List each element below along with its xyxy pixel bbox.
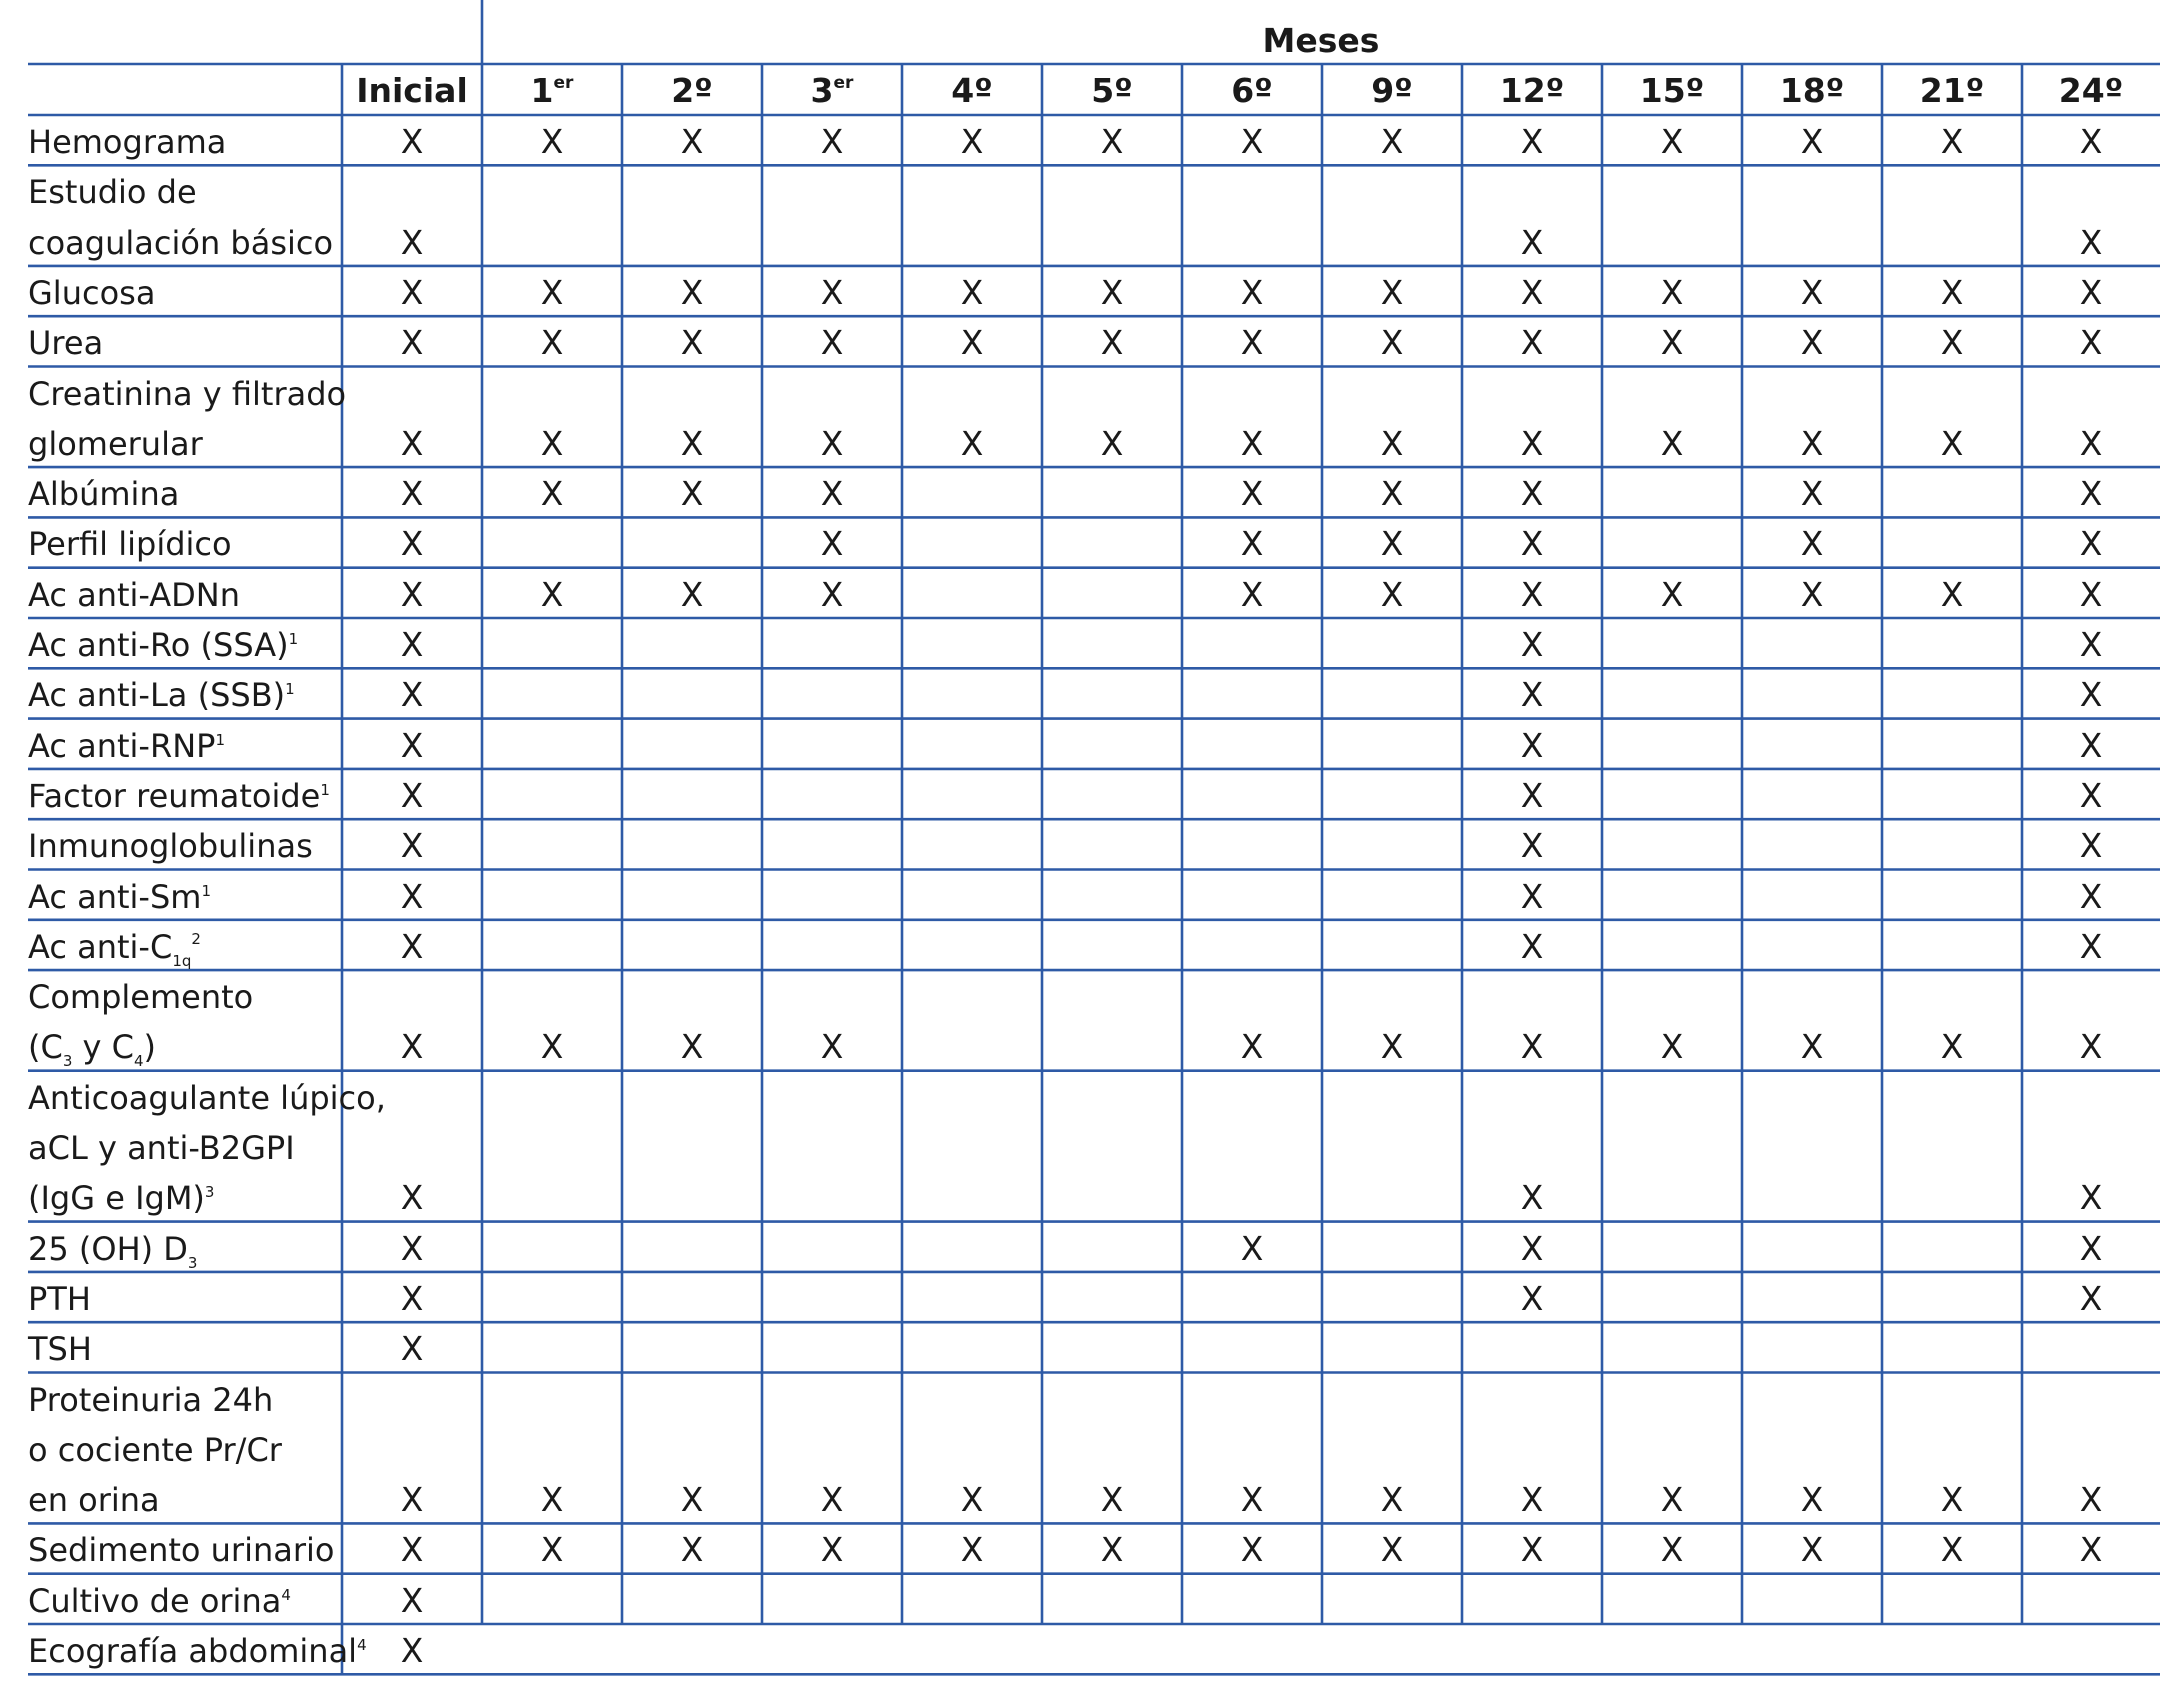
schedule-mark: X (1520, 1228, 1544, 1268)
schedule-mark: X (680, 122, 704, 161)
column-header (1231, 71, 1273, 110)
row-label-text: Glucosa (28, 273, 156, 312)
row-label-superscript: 2 (191, 929, 201, 948)
schedule-mark: X (400, 423, 424, 463)
row-label-text: Inmunoglobulinas (28, 827, 313, 866)
row-label (28, 1078, 386, 1117)
schedule-mark: X (1800, 272, 1824, 312)
schedule-mark: X (1380, 574, 1404, 614)
row-label-text: Ac anti-Ro (SSA) (28, 626, 289, 664)
schedule-mark: X (540, 1480, 564, 1520)
schedule-mark: X (540, 1530, 564, 1570)
schedule-mark: X (400, 1027, 424, 1067)
row-label-text: Ac anti-ADNn (28, 575, 241, 614)
schedule-mark: X (2079, 574, 2103, 614)
schedule-mark: X (400, 474, 424, 514)
schedule-mark: X (1520, 725, 1544, 765)
row-label-text: Ecografía abdominal (28, 1632, 358, 1670)
row-label-text: TSH (28, 1330, 92, 1369)
schedule-mark: X (2079, 1178, 2103, 1218)
schedule-mark: X (540, 474, 564, 514)
schedule-mark: X (1660, 1530, 1684, 1570)
schedule-mark: X (540, 272, 564, 312)
row-label-text: aCL y anti-B2GPI (28, 1129, 295, 1167)
row-label (28, 1481, 160, 1520)
column-header-label: 12º (1499, 71, 1565, 110)
schedule-mark: X (540, 574, 564, 614)
schedule-mark: X (1380, 122, 1404, 161)
column-header (530, 71, 574, 110)
schedule-mark: X (1380, 272, 1404, 312)
row-label-text: Factor reumatoide (28, 776, 321, 815)
column-header (671, 71, 713, 110)
schedule-mark: X (400, 1228, 424, 1268)
row-label (28, 525, 232, 564)
column-header (2058, 71, 2124, 110)
row-label (28, 1330, 92, 1369)
schedule-mark: X (400, 1178, 424, 1218)
schedule-mark: X (1520, 625, 1544, 664)
row-label-text: y C (72, 1028, 134, 1067)
column-header-label: 6º (1231, 71, 1273, 110)
schedule-mark: X (820, 323, 844, 363)
row-label (28, 1632, 367, 1670)
row-label-text: Ac anti-RNP (28, 726, 216, 765)
row-label (28, 424, 203, 463)
schedule-mark: X (1380, 474, 1404, 514)
row-label-subscript: 3 (187, 1253, 198, 1272)
schedule-mark: X (1660, 323, 1684, 363)
schedule-mark: X (400, 1278, 424, 1318)
schedule-mark: X (1240, 524, 1264, 564)
schedule-mark: X (2079, 1278, 2103, 1318)
schedule-mark: X (1800, 1530, 1824, 1570)
column-header-label: 18º (1779, 71, 1845, 110)
row-label (28, 1430, 282, 1469)
schedule-mark: X (1100, 122, 1124, 161)
schedule-mark: X (1660, 1480, 1684, 1520)
schedule-mark: X (400, 826, 424, 866)
row-label (28, 827, 313, 866)
schedule-mark: X (2079, 222, 2103, 262)
row-label-text: Urea (28, 324, 104, 363)
schedule-mark: X (1660, 272, 1684, 312)
row-label-text: Cultivo de orina (28, 1581, 282, 1620)
schedule-mark: X (1520, 826, 1544, 866)
schedule-mark: X (1940, 1480, 1964, 1520)
column-header (1639, 71, 1705, 110)
row-label (28, 1581, 291, 1620)
row-label-superscript: 3 (204, 1183, 215, 1202)
row-label-text: ) (143, 1028, 157, 1067)
schedule-mark: X (2079, 926, 2103, 966)
row-label-superscript: 1 (288, 630, 299, 648)
schedule-mark: X (1380, 423, 1404, 463)
row-label (28, 1279, 91, 1318)
schedule-mark: X (2079, 625, 2103, 664)
schedule-mark: X (400, 574, 424, 614)
row-label (28, 1129, 295, 1167)
row-label-subscript: 4 (134, 1052, 144, 1071)
schedule-mark: X (400, 272, 424, 312)
schedule-mark: X (400, 1580, 424, 1620)
schedule-mark: X (1800, 323, 1824, 363)
schedule-mark: X (400, 1530, 424, 1570)
row-label-text: coagulación básico (28, 223, 334, 262)
row-label (28, 223, 334, 262)
column-header (1499, 71, 1565, 110)
schedule-mark: X (960, 122, 984, 161)
schedule-mark: X (1520, 222, 1544, 262)
schedule-mark: X (1520, 272, 1544, 312)
schedule-mark: X (820, 1027, 844, 1067)
row-label (28, 173, 197, 212)
row-label-text: (IgG e IgM) (28, 1179, 205, 1218)
column-header-label: 24º (2058, 71, 2124, 110)
column-header-label: 5º (1091, 71, 1133, 110)
schedule-mark: X (1660, 423, 1684, 463)
column-header-label: 15º (1639, 71, 1705, 110)
schedule-mark: X (1240, 323, 1264, 363)
schedule-mark: X (680, 1027, 704, 1067)
row-label-text: Ac anti-La (SSB) (28, 676, 286, 715)
row-label-subscript: 3 (62, 1052, 73, 1071)
row-label (28, 676, 295, 715)
schedule-mark: X (1100, 272, 1124, 312)
row-label-subscript: 1q (172, 951, 192, 970)
row-label (28, 626, 299, 664)
schedule-mark: X (1100, 423, 1124, 463)
schedule-mark: X (1940, 122, 1964, 161)
row-label-text: en orina (28, 1481, 160, 1520)
row-label (28, 374, 347, 413)
schedule-mark: X (1520, 474, 1544, 514)
row-label (28, 726, 225, 765)
schedule-mark: X (400, 725, 424, 765)
schedule-mark: X (1100, 323, 1124, 363)
schedule-mark: X (1800, 524, 1824, 564)
row-label (28, 324, 104, 363)
row-label-text: o cociente Pr/Cr (28, 1430, 282, 1469)
row-label (28, 1028, 157, 1071)
schedule-mark: X (960, 272, 984, 312)
row-label (28, 123, 227, 161)
column-header-label: 21º (1919, 71, 1985, 110)
schedule-mark: X (1520, 926, 1544, 966)
schedule-mark: X (400, 926, 424, 966)
schedule-mark: X (1380, 1480, 1404, 1520)
schedule-mark: X (680, 574, 704, 614)
schedule-mark: X (2079, 272, 2103, 312)
schedule-mark: X (820, 1480, 844, 1520)
schedule-mark: X (540, 423, 564, 463)
schedule-mark: X (1520, 1178, 1544, 1218)
row-label-text: Hemograma (28, 123, 227, 161)
column-header-label: 9º (1371, 71, 1413, 110)
row-label-text: Sedimento urinario (28, 1531, 335, 1570)
schedule-mark: X (2079, 524, 2103, 564)
schedule-mark: X (820, 574, 844, 614)
schedule-mark: X (400, 1329, 424, 1369)
schedule-mark: X (960, 423, 984, 463)
row-label (28, 1531, 335, 1570)
schedule-mark: X (820, 423, 844, 463)
row-label (28, 273, 156, 312)
schedule-mark: X (2079, 876, 2103, 916)
schedule-mark: X (400, 122, 424, 161)
column-header-label: 2º (671, 71, 713, 110)
row-label-text: 25 (OH) D (28, 1229, 188, 1268)
row-label (28, 475, 180, 514)
schedule-mark: X (400, 222, 424, 262)
schedule-mark: X (1520, 1027, 1544, 1067)
column-header (1779, 71, 1845, 110)
schedule-mark: X (2079, 474, 2103, 514)
schedule-mark: X (680, 423, 704, 463)
schedule-mark: X (1380, 1027, 1404, 1067)
schedule-mark: X (1380, 524, 1404, 564)
schedule-mark: X (1800, 1480, 1824, 1520)
schedule-mark: X (400, 524, 424, 564)
schedule-mark: X (1520, 1278, 1544, 1318)
schedule-mark: X (1940, 272, 1964, 312)
schedule-mark: X (2079, 1480, 2103, 1520)
schedule-mark: X (680, 1480, 704, 1520)
column-header (1919, 71, 1985, 110)
row-label-superscript: 4 (357, 1636, 367, 1654)
schedule-mark: X (820, 122, 844, 161)
schedule-mark: X (2079, 1530, 2103, 1570)
schedule-mark: X (1380, 1530, 1404, 1570)
months-group-header: Meses (1262, 21, 1380, 60)
schedule-mark: X (1520, 876, 1544, 916)
row-label (28, 1229, 198, 1272)
column-header-superscript: er (833, 73, 854, 93)
schedule-mark: X (1240, 574, 1264, 614)
schedule-mark: X (2079, 1027, 2103, 1067)
schedule-mark: X (2079, 775, 2103, 815)
row-label-text: Anticoagulante lúpico, (28, 1078, 386, 1117)
column-header (810, 71, 854, 110)
schedule-mark: X (1940, 1530, 1964, 1570)
schedule-mark: X (1940, 574, 1964, 614)
schedule-mark: X (680, 272, 704, 312)
column-header-label: 3 (810, 71, 834, 110)
schedule-mark: X (820, 1530, 844, 1570)
row-label-superscript: 1 (285, 680, 295, 699)
schedule-mark: X (1520, 122, 1544, 161)
schedule-mark: X (1240, 1027, 1264, 1067)
row-label-text: Estudio de (28, 173, 197, 212)
schedule-mark: X (1940, 323, 1964, 363)
row-label-superscript: 1 (201, 881, 211, 900)
schedule-mark: X (1940, 423, 1964, 463)
row-label (28, 776, 330, 815)
schedule-mark: X (1940, 1027, 1964, 1067)
schedule-mark: X (1520, 423, 1544, 463)
column-header-label: Inicial (356, 71, 468, 110)
column-header (951, 71, 993, 110)
schedule-mark: X (1520, 574, 1544, 614)
schedule-mark: X (2079, 323, 2103, 363)
row-label-text: Albúmina (28, 475, 180, 514)
row-label-text: PTH (28, 1279, 91, 1318)
schedule-mark: X (1800, 122, 1824, 161)
row-label (28, 1380, 274, 1419)
schedule-mark: X (2079, 122, 2103, 161)
schedule-mark: X (820, 272, 844, 312)
schedule-mark: X (1520, 323, 1544, 363)
schedule-mark: X (1380, 323, 1404, 363)
schedule-mark: X (540, 122, 564, 161)
schedule-mark: X (2079, 1228, 2103, 1268)
row-label-superscript: 4 (281, 1585, 291, 1604)
column-header (1371, 71, 1413, 110)
schedule-mark: X (1240, 1530, 1264, 1570)
schedule-mark: X (400, 775, 424, 815)
schedule-mark: X (680, 1530, 704, 1570)
schedule-mark: X (1240, 423, 1264, 463)
column-header-label: 1 (530, 71, 554, 110)
schedule-mark: X (400, 1480, 424, 1520)
row-label-text: (C (28, 1028, 63, 1067)
row-label-text: Creatinina y filtrado (28, 374, 347, 413)
column-header-label: 4º (951, 71, 993, 110)
row-label-text: glomerular (28, 424, 203, 463)
row-label (28, 927, 201, 970)
column-header (1091, 71, 1133, 110)
schedule-mark: X (1520, 675, 1544, 715)
schedule-mark: X (960, 323, 984, 363)
row-label-text: Complemento (28, 978, 254, 1017)
schedule-mark: X (400, 675, 424, 715)
row-label-superscript: 1 (320, 780, 330, 799)
schedule-mark: X (1100, 1530, 1124, 1570)
schedule-mark: X (2079, 826, 2103, 866)
schedule-mark: X (1240, 122, 1264, 161)
row-label-text: Ac anti-C (28, 927, 173, 966)
schedule-mark: X (1800, 1027, 1824, 1067)
row-label (28, 877, 211, 916)
schedule-mark: X (400, 625, 424, 664)
schedule-mark: X (400, 323, 424, 363)
schedule-mark: X (820, 524, 844, 564)
column-header (356, 71, 468, 110)
schedule-mark: X (400, 876, 424, 916)
schedule-mark: X (540, 1027, 564, 1067)
row-label-text: Ac anti-Sm (28, 877, 202, 916)
schedule-mark: X (2079, 675, 2103, 715)
schedule-mark: X (680, 474, 704, 514)
schedule-mark: X (1240, 272, 1264, 312)
schedule-mark: X (1520, 1530, 1544, 1570)
schedule-mark: X (960, 1530, 984, 1570)
schedule-mark: X (960, 1480, 984, 1520)
schedule-mark: X (820, 474, 844, 514)
schedule-mark: X (680, 323, 704, 363)
schedule-mark: X (1660, 574, 1684, 614)
schedule-mark: X (1660, 122, 1684, 161)
schedule-mark: X (1520, 524, 1544, 564)
schedule-mark: X (400, 1631, 424, 1670)
column-header-superscript: er (553, 73, 574, 93)
schedule-mark: X (1520, 775, 1544, 815)
row-label-text: Perfil lipídico (28, 525, 232, 564)
row-label (28, 978, 254, 1017)
row-label (28, 575, 241, 614)
schedule-mark: X (1520, 1480, 1544, 1520)
schedule-mark: X (540, 323, 564, 363)
schedule-mark: X (1800, 423, 1824, 463)
schedule-mark: X (1100, 1480, 1124, 1520)
schedule-mark: X (2079, 423, 2103, 463)
schedule-mark: X (1800, 574, 1824, 614)
schedule-mark: X (1660, 1027, 1684, 1067)
row-label-superscript: 1 (215, 730, 225, 749)
schedule-mark: X (1240, 474, 1264, 514)
row-label (28, 1179, 215, 1218)
schedule-mark: X (1240, 1228, 1264, 1268)
schedule-mark: X (2079, 725, 2103, 765)
schedule-mark: X (1240, 1480, 1264, 1520)
schedule-mark: X (1800, 474, 1824, 514)
row-label-text: Proteinuria 24h (28, 1380, 274, 1419)
